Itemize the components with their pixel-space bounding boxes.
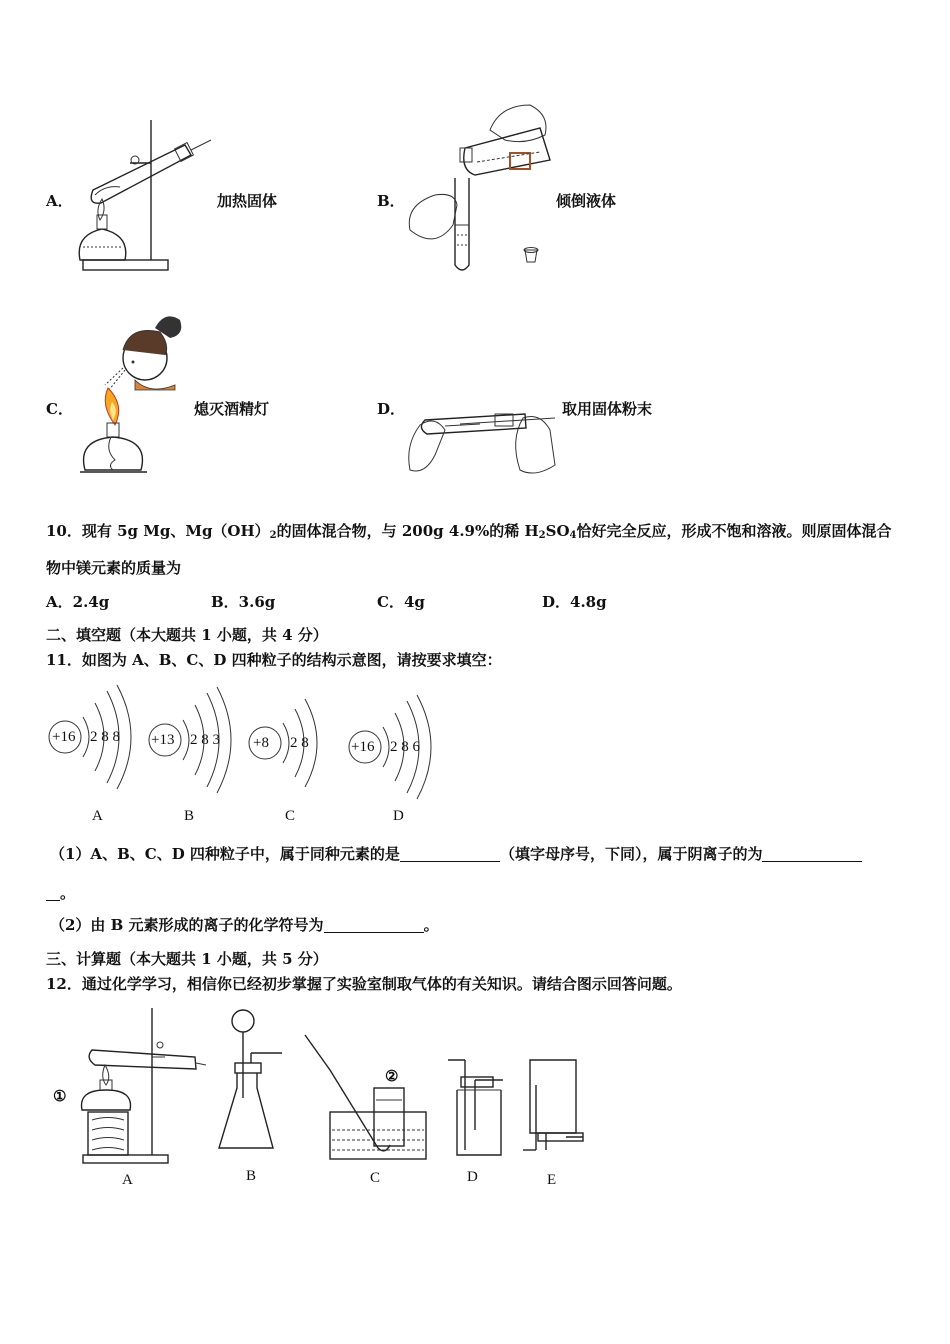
q10-choice-b: B．3.6g bbox=[211, 593, 276, 611]
apparatus-e bbox=[518, 1055, 588, 1160]
apparatus-b-label: B bbox=[246, 1168, 257, 1184]
extinguish-lamp-figure bbox=[75, 310, 195, 475]
apparatus-c bbox=[300, 1030, 430, 1165]
apparatus-b bbox=[215, 1008, 290, 1158]
answer-blank-1[interactable] bbox=[400, 847, 500, 862]
option-d-letter: D． bbox=[377, 400, 406, 418]
atom-d-label: D bbox=[393, 808, 404, 824]
answer-blank-3[interactable] bbox=[324, 918, 424, 933]
option-b-caption: 倾倒液体 bbox=[556, 192, 617, 210]
apparatus-a bbox=[50, 1005, 210, 1165]
marker-2: ② bbox=[385, 1067, 399, 1085]
q10-choice-c: C．4g bbox=[377, 593, 425, 611]
atom-a-nucleus: +16 bbox=[52, 729, 76, 745]
atom-b-shells: 2 8 3 bbox=[190, 732, 220, 748]
q10-stem-line1: 10．现有 5g Mg、$Mg(OH)_2$的固体混合物，与 200g 4.9%的稀 $H_2SO_4$恰好完全反应，形成不饱和溶液。则原固体混合 bbox=[46, 522, 892, 541]
apparatus-a-label: A bbox=[122, 1172, 133, 1188]
apparatus-c-label: C bbox=[370, 1170, 381, 1186]
option-c-letter: C． bbox=[46, 400, 73, 418]
option-a-caption: 加热固体 bbox=[217, 192, 278, 210]
atom-b-label: B bbox=[184, 808, 195, 824]
q11-stem: 11．如图为 A、B、C、D 四种粒子的结构示意图，请按要求填空： bbox=[46, 651, 502, 669]
heating-solid-figure bbox=[75, 115, 220, 275]
apparatus-d-label: D bbox=[467, 1169, 478, 1185]
atom-b-nucleus: +13 bbox=[151, 732, 175, 748]
q11-sub1: （1）A、B、C、D 四种粒子中，属于同种元素的是 （填字母序号，下同），属于阴离子的为 bbox=[50, 843, 862, 864]
apparatus-e-label: E bbox=[547, 1172, 557, 1188]
q11-sub1-end: 。 bbox=[46, 882, 75, 903]
pouring-liquid-figure bbox=[405, 100, 555, 275]
section-2-title: 二、填空题（本大题共 1 小题，共 4 分） bbox=[46, 626, 328, 644]
answer-blank-2[interactable] bbox=[762, 847, 862, 862]
answer-blank-2-cont[interactable] bbox=[46, 886, 60, 901]
atom-a-label: A bbox=[92, 808, 103, 824]
q10-choice-a: A．2.4g bbox=[46, 593, 110, 611]
atom-c-label: C bbox=[285, 808, 296, 824]
take-powder-figure bbox=[405, 400, 560, 480]
atom-a-shells: 2 8 8 bbox=[90, 729, 120, 745]
atom-c-nucleus: +8 bbox=[253, 735, 269, 751]
section-3-title: 三、计算题（本大题共 1 小题，共 5 分） bbox=[46, 950, 328, 968]
q12-stem: 12．通过化学学习，相信你已经初步掌握了实验室制取气体的有关知识。请结合图示回答问题。 bbox=[46, 975, 682, 993]
q10-stem-line2: 物中镁元素的质量为 bbox=[46, 559, 182, 577]
q11-sub2: （2）由 B 元素形成的离子的化学符号为 。 bbox=[50, 916, 439, 934]
atom-d-nucleus: +16 bbox=[351, 739, 375, 755]
option-b-letter: B． bbox=[377, 192, 405, 210]
atom-c-shells: 2 8 bbox=[290, 735, 309, 751]
option-a-letter: A． bbox=[46, 192, 73, 210]
option-d-caption: 取用固体粉末 bbox=[562, 400, 653, 418]
q10-choice-d: D．4.8g bbox=[542, 593, 607, 611]
option-c-caption: 熄灭酒精灯 bbox=[194, 400, 270, 418]
marker-1: ① bbox=[53, 1087, 67, 1105]
apparatus-d bbox=[443, 1055, 508, 1160]
atom-d-shells: 2 8 6 bbox=[390, 739, 420, 755]
